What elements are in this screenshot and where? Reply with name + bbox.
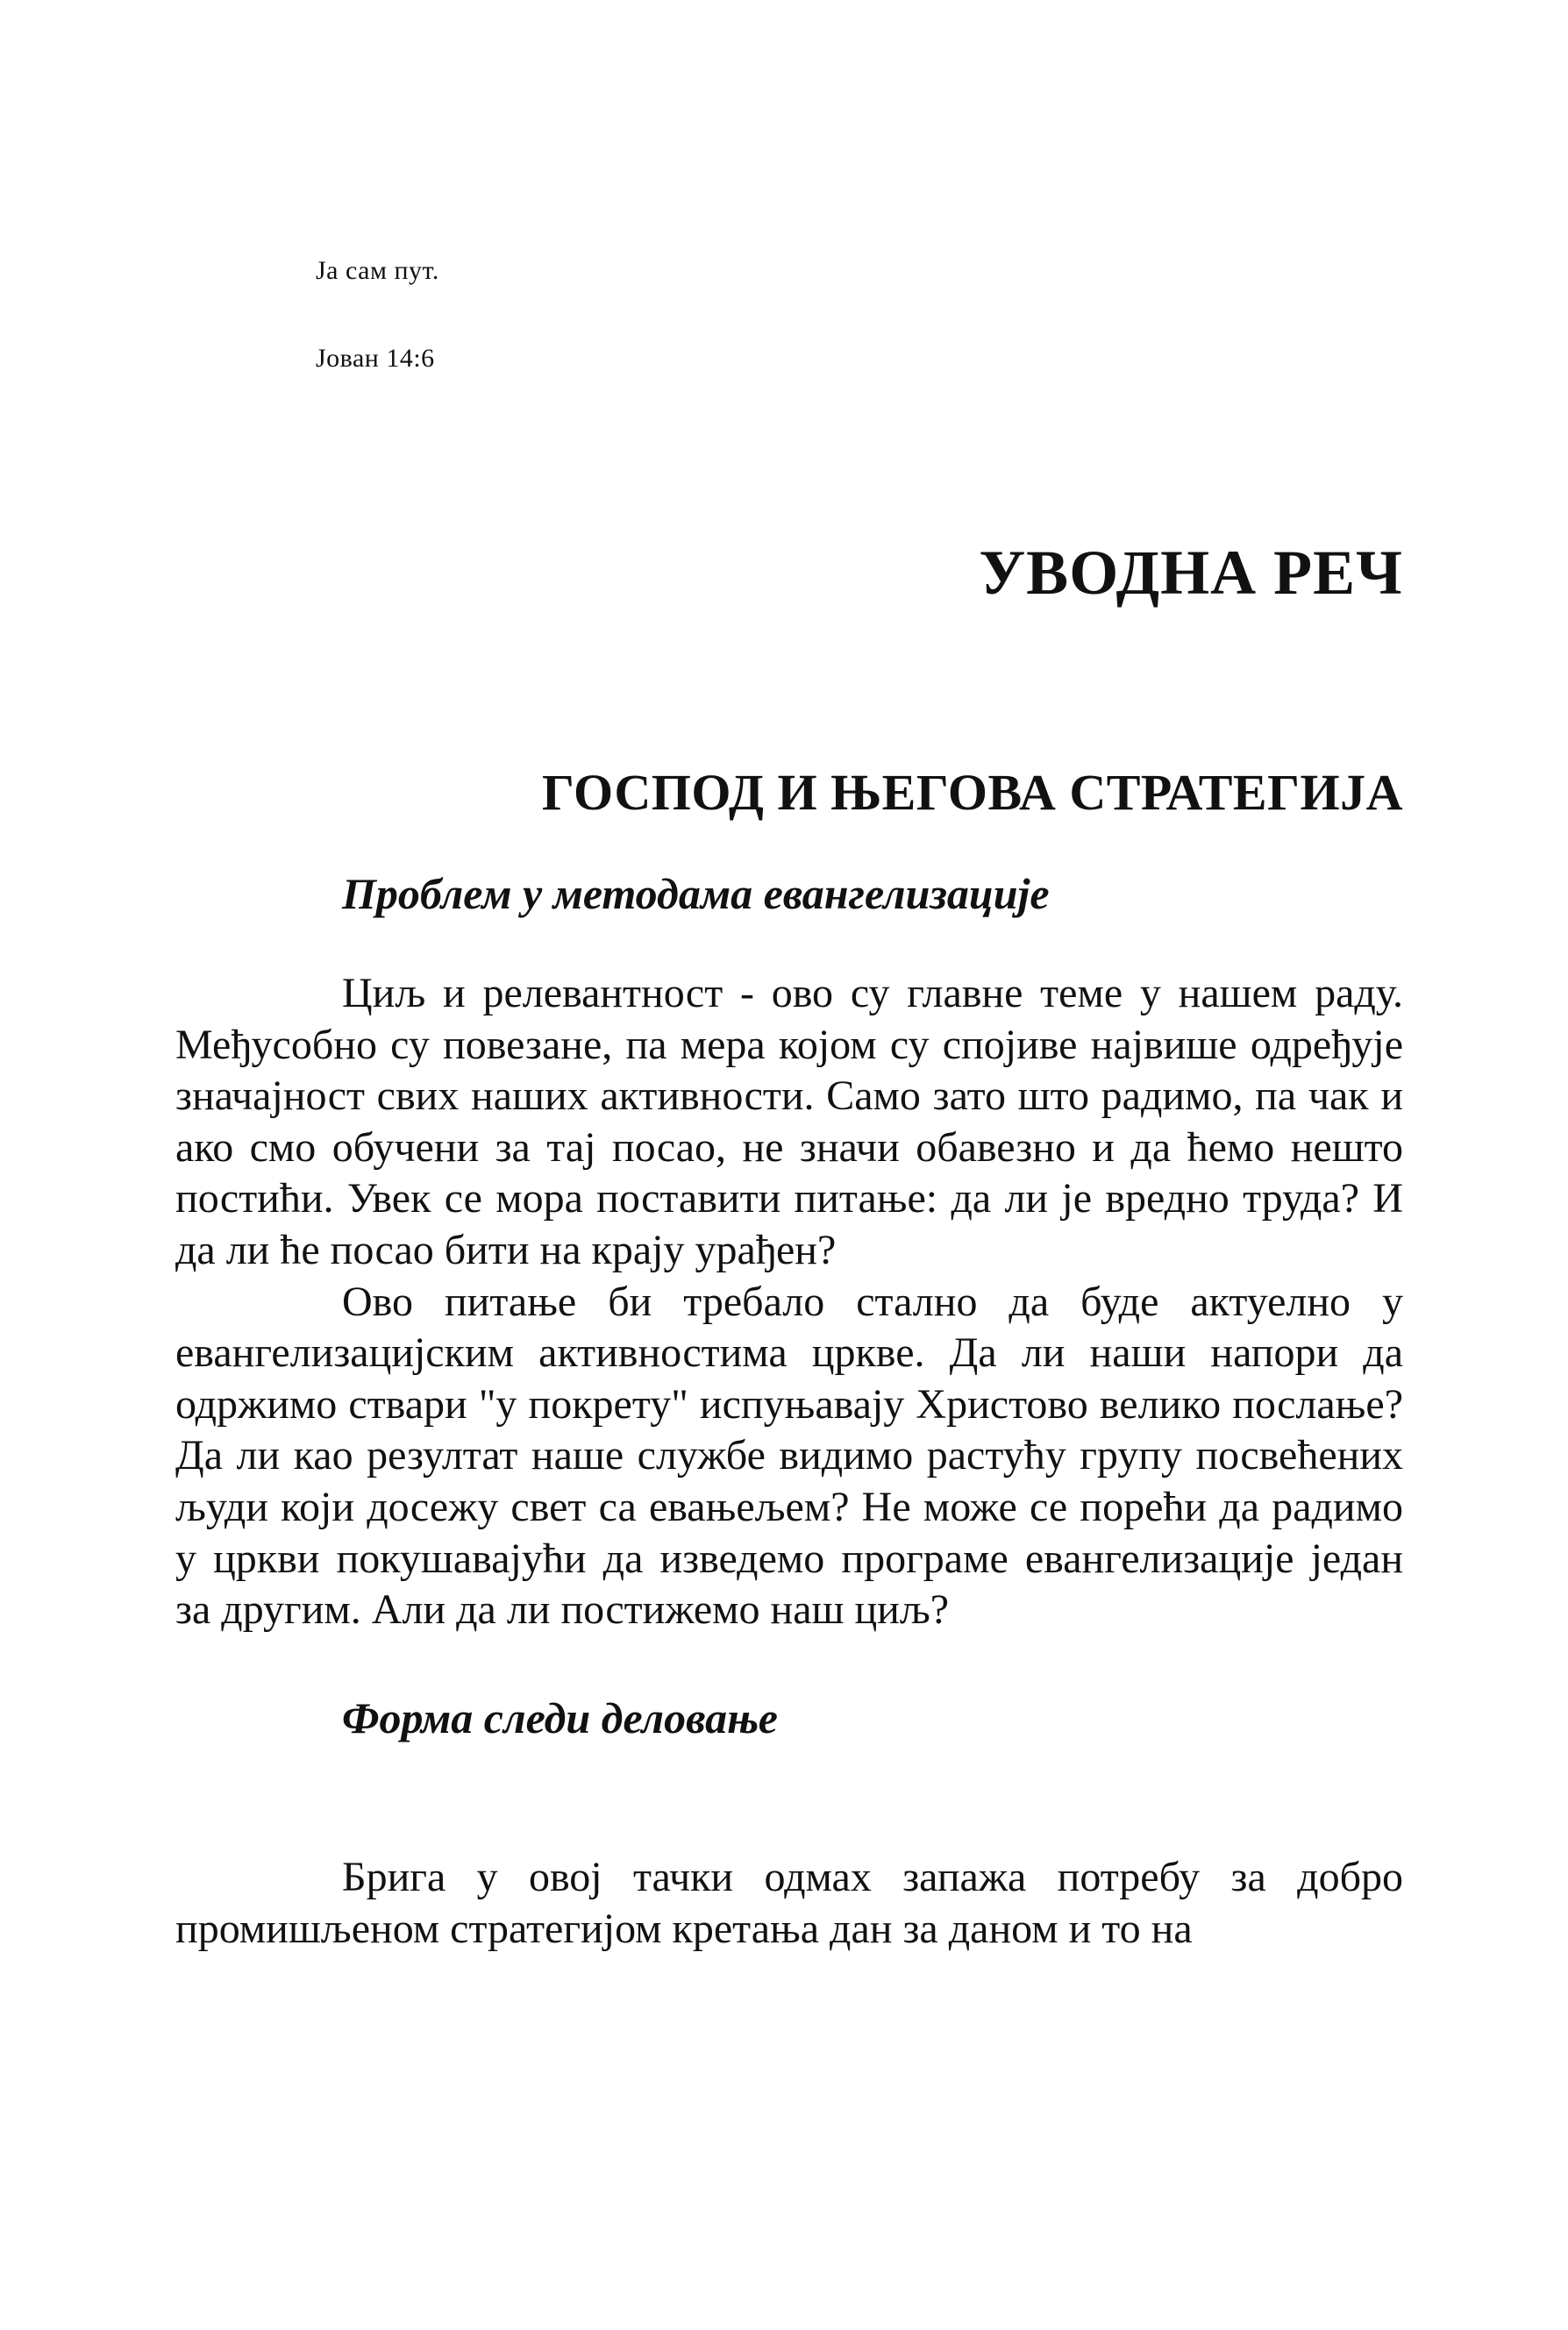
epigraph-reference: Јован 14:6	[316, 344, 435, 373]
section-title: ГОСПОД И ЊЕГОВА СТРАТЕГИЈА	[542, 764, 1403, 821]
subsection-body	[175, 1852, 1403, 1955]
paragraph: Циљ и релевантност - ово су главне теме у нашем раду. Међусобно су повезане, па мера којом су спојиве највише одређује значајност свих наших активности. Само зато што радимо, па чак и ако смо обучени за тај посао, не значи обавезно и да ћемо нешто постићи. Увек се мора поставити питање: да ли је вредно труда? И да ли ће посао бити на крају урађен?	[175, 970, 1403, 1273]
paragraph: Ово питање би требало стално да буде актуелно у евангелизацијским активностима цркве. Да ли наши напори да одржимо ствари "у покрету" испуњавају Христово велико послање? Да ли као резултат наше службе видимо растућу групу посвећених људи који досежу свет са евањељем? Не може се порећи да радимо у цркви покушавајући да изведемо програме евангелизације један за другим. Али да ли постижемо наш циљ?	[175, 1278, 1403, 1634]
subsection-heading: Форма следи деловање	[342, 1693, 778, 1742]
paragraph: Брига у овој тачки одмах запажа потребу за добро промишљеном стратегијом кретања дан за даном и то на	[175, 1854, 1403, 1952]
chapter-title: УВОДНА РЕЧ	[979, 538, 1403, 608]
epigraph-quote: Ја сам пут.	[316, 256, 439, 285]
subsection-heading: Проблем у методама евангелизације	[342, 869, 1050, 918]
subsection-body	[175, 968, 1403, 1636]
